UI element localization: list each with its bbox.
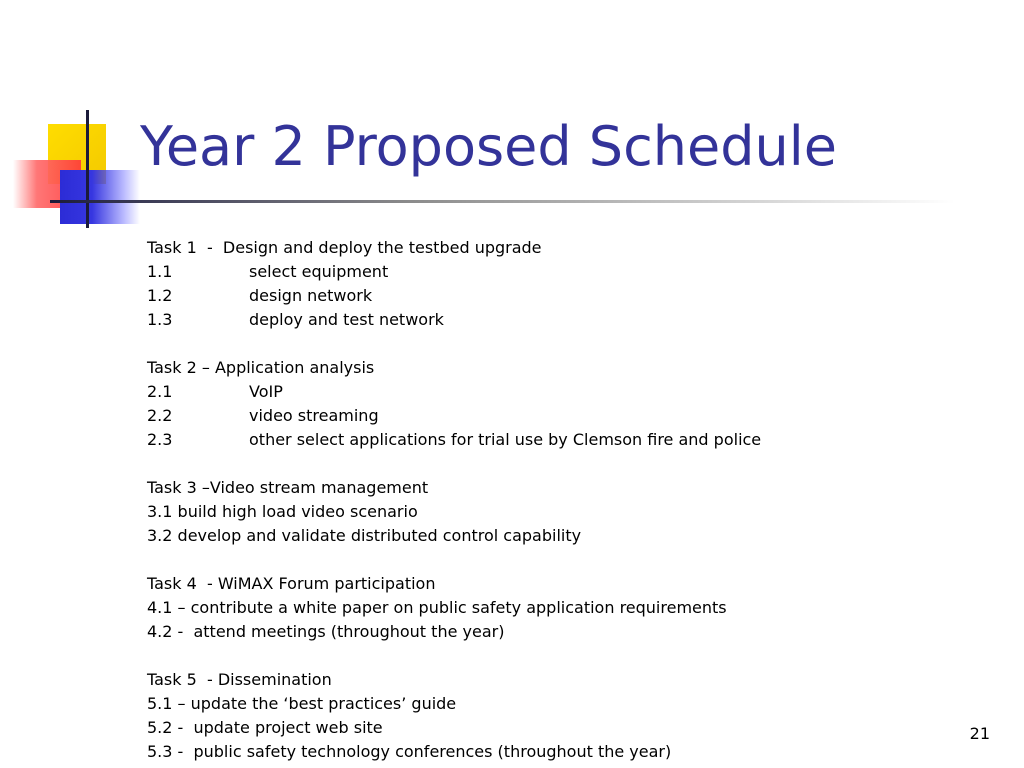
task-item xyxy=(147,380,967,404)
task-item-number: 1.2 xyxy=(147,286,173,305)
task-item xyxy=(147,308,967,332)
task-item xyxy=(147,428,967,452)
task-item-text: select equipment xyxy=(249,262,389,281)
task-item-text: deploy and test network xyxy=(249,310,444,329)
task-item-number: 2.2 xyxy=(147,406,173,425)
task-heading: Task 5 - Dissemination xyxy=(147,670,332,689)
vertical-rule-decoration xyxy=(86,110,89,228)
task-item: 3.1 build high load video scenario xyxy=(147,502,418,521)
blue-square-decoration xyxy=(60,170,140,224)
page-number: 21 xyxy=(969,724,990,743)
section-spacer xyxy=(147,644,967,668)
task-item-number: 1.1 xyxy=(147,262,173,281)
slide-title: Year 2 Proposed Schedule xyxy=(140,115,837,178)
schedule-body xyxy=(147,236,967,764)
title-decoration-logo xyxy=(0,0,160,240)
task-item xyxy=(147,284,967,308)
task-item-number: 2.1 xyxy=(147,382,173,401)
section-spacer xyxy=(147,548,967,572)
task-heading: Task 4 - WiMAX Forum participation xyxy=(147,574,436,593)
task-item-number: 1.3 xyxy=(147,310,173,329)
task-heading: Task 1 - Design and deploy the testbed upgrade xyxy=(147,238,542,257)
task-item: 5.1 – update the ‘best practices’ guide xyxy=(147,694,457,713)
section-spacer xyxy=(147,452,967,476)
title-underline-rule xyxy=(50,200,955,203)
task-item-text: design network xyxy=(249,286,373,305)
section-spacer xyxy=(147,332,967,356)
task-item-text: other select applications for trial use by Clemson fire and police xyxy=(249,430,762,449)
task-item: 5.2 - update project web site xyxy=(147,718,383,737)
task-item-text: VoIP xyxy=(249,382,283,401)
task-item xyxy=(147,404,967,428)
task-heading: Task 3 –Video stream management xyxy=(147,478,429,497)
task-item: 4.2 - attend meetings (throughout the year) xyxy=(147,622,505,641)
task-heading: Task 2 – Application analysis xyxy=(147,358,375,377)
task-item: 5.3 - public safety technology conferences (throughout the year) xyxy=(147,742,672,761)
task-item xyxy=(147,260,967,284)
task-item-number: 2.3 xyxy=(147,430,173,449)
task-item-text: video streaming xyxy=(249,406,379,425)
task-item: 4.1 – contribute a white paper on public safety application requirements xyxy=(147,598,727,617)
task-item: 3.2 develop and validate distributed control capability xyxy=(147,526,582,545)
